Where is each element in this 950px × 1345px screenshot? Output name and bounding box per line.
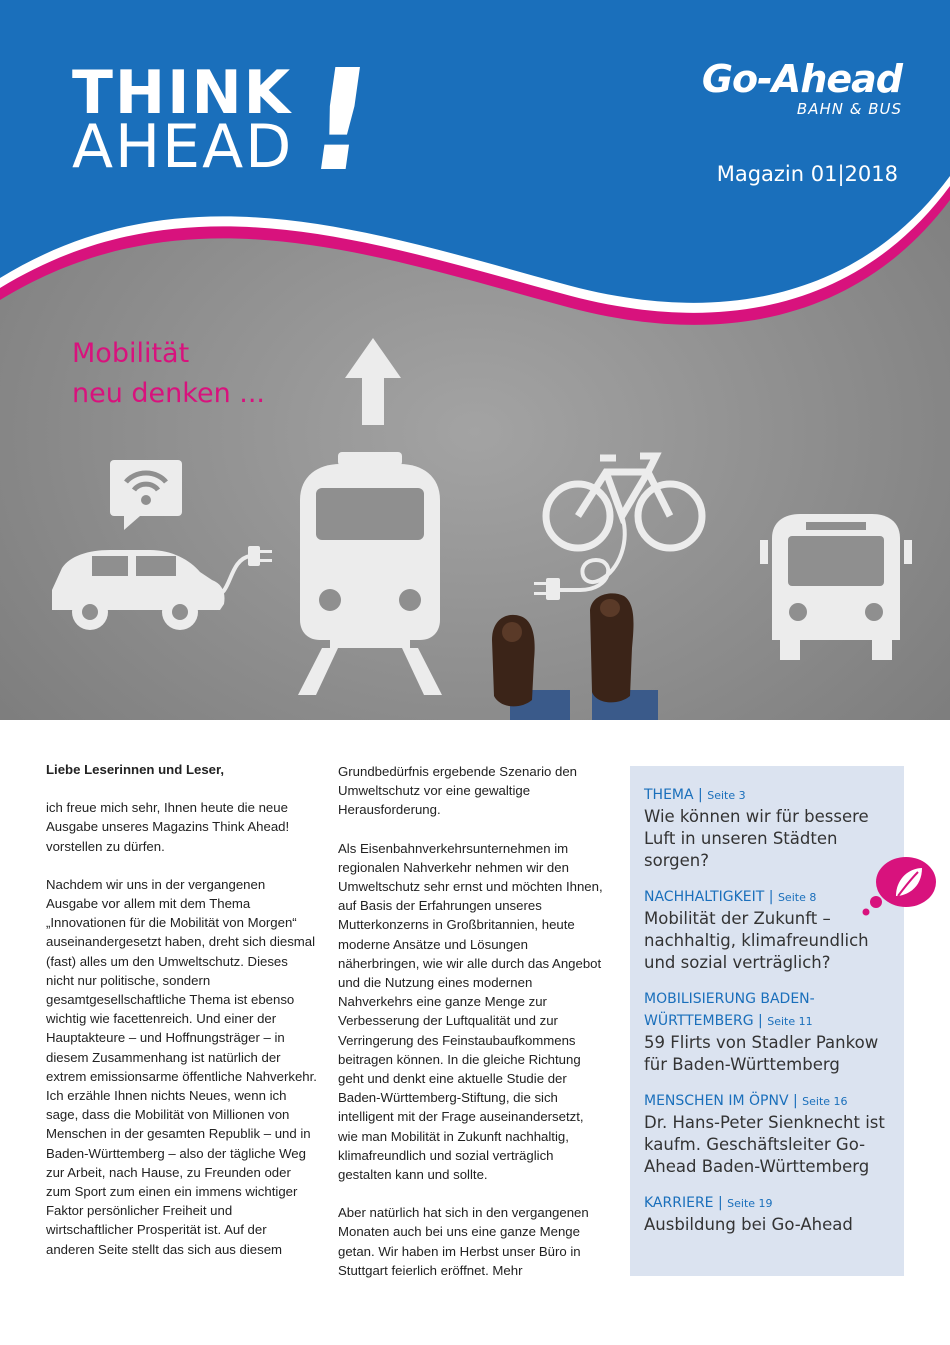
contents-entry[interactable]: KARRIERE | Seite 19 Ausbildung bei Go-Ahead <box>644 1192 904 1236</box>
entry-headline: Mobilität der Zukunft – nachhaltig, klimafreundlich und sozial verträglich? <box>644 909 869 972</box>
logo-brand: Go-Ahead <box>701 57 902 101</box>
logo-subtitle: BAHN & BUS <box>796 100 902 118</box>
entry-headline: Dr. Hans-Peter Sienknecht ist kaufm. Geschäftsleiter Go-Ahead Baden-Württemberg <box>644 1113 885 1176</box>
entry-category: KARRIERE <box>644 1195 714 1211</box>
letter-greeting: Liebe Leserinnen und Leser, <box>46 762 225 777</box>
letter-paragraph: Aber natürlich hat sich in den vergangenen Monaten auch bei uns eine ganze Menge getan. Wir haben im Herbst unser Büro in Stuttgart feierlich eröffnet. Mehr <box>338 1205 589 1278</box>
entry-category: NACHHALTIGKEIT <box>644 889 765 905</box>
letter-paragraph: Grundbedürfnis ergebende Szenario den Umweltschutz vor eine gewaltige Herausforderung. <box>338 764 578 818</box>
entry-page: Seite 3 <box>707 789 746 802</box>
entry-page: Seite 16 <box>802 1095 848 1108</box>
entry-headline: 59 Flirts von Stadler Pankow für Baden-Württemberg <box>644 1033 879 1074</box>
magazine-title-line1: THINK <box>72 58 293 128</box>
letter-column-2 <box>338 762 606 1299</box>
entry-headline: Wie können wir für bessere Luft in unseren Städten sorgen? <box>644 807 869 870</box>
magazine-title-exclamation: ! <box>296 40 384 203</box>
letter-paragraph: Nachdem wir uns in der vergangenen Ausgabe vor allem mit dem Thema „Innovationen für die Mobilität von Morgen“ auseinandergesetzt haben, dreht sich diesmal (fast) alles um den Umweltschutz. Dieses nicht nur politische, sondern gesamtgesellschaftliche Thema ist ebenso wichtig wie facettenreich. Und einer der Hauptakteure – und Hoffnungsträger – in diesem Zusammenhang ist natürlich der extrem emissionsarme öffentliche Nahverkehr. Ich erzähle Ihnen nichts Neues, wenn ich sage, dass die Mobilität von Millionen von Menschen in der gesamten Republik – und in Baden-Württemberg – also der tägliche Weg zur Arbeit, nach Hause, zu Freunden oder zum Sport zum einen ein immens wichtiger Faktor persönlicher Freiheit und wirtschaftlicher Prosperität ist. Auf der anderen Seite stellt das sich aus diesem <box>46 876 317 1257</box>
entry-category: THEMA <box>644 787 694 803</box>
letter-paragraph: Als Eisenbahnverkehrsunternehmen im regionalen Nahverkehr nehmen wir den Umweltschutz sehr ernst und möchten Ihnen, auf Basis der Erfahrungen unseres Mutterkonzerns in Großbritannien, heute moderne Ansätze und Lösungen näherbringen, wie wir alle durch das Angebot und die Nutzung eines modernen Nahverkehrs eine ganze Menge zur Verbesserung der Luftqualität und zur Verringerung des Feinstaubaufkommens beitragen können. In die gleiche Richtung geht und denkt eine aktuelle Studie der Baden-Württemberg-Stiftung, die sich intelligent mit der Frage auseinandersetzt, wie man Mobilität in Zukunft nachhaltig, klimafreundlich und sozial verträglich gestalten kann und sollte. <box>338 840 603 1183</box>
entry-headline: Ausbildung bei Go-Ahead <box>644 1215 853 1234</box>
entry-page: Seite 8 <box>777 891 817 904</box>
contents-sidebar <box>630 766 904 1276</box>
letter-paragraph: ich freue mich sehr, Ihnen heute die neue Ausgabe unseres Magazins Think Ahead! vorstellen zu dürfen. <box>46 800 290 854</box>
entry-category: MENSCHEN IM ÖPNV <box>644 1093 789 1109</box>
tagline-line1: Mobilität <box>72 338 190 369</box>
leaf-thought-bubble-icon <box>858 852 940 922</box>
contents-entry[interactable]: NACHHALTIGKEIT | Seite 8 Mobilität der Zukunft – nachhaltig, klimafreundlich und sozial verträglich? <box>644 886 904 974</box>
letter-column-1 <box>46 760 318 1278</box>
contents-entry[interactable]: MOBILISIERUNG BADEN-WÜRTTEMBERG | Seite 11 59 Flirts von Stadler Pankow für Baden-Württemberg <box>644 988 904 1076</box>
magazine-title-line2: AHEAD <box>72 112 294 182</box>
entry-page: Seite 19 <box>727 1197 773 1210</box>
cover-tagline <box>72 334 265 414</box>
entry-category: MOBILISIERUNG BADEN-WÜRTTEMBERG <box>644 991 815 1029</box>
go-ahead-logo <box>701 57 902 118</box>
contents-entry[interactable]: MENSCHEN IM ÖPNV | Seite 16 Dr. Hans-Peter Sienknecht ist kaufm. Geschäftsleiter Go-Ahead Baden-Württemberg <box>644 1090 904 1178</box>
contents-entry[interactable]: THEMA | Seite 3 Wie können wir für bessere Luft in unseren Städten sorgen? <box>644 784 904 872</box>
issue-number: Magazin 01|2018 <box>716 162 898 186</box>
bus-icon <box>760 514 912 660</box>
tagline-line2: neu denken ... <box>72 378 266 409</box>
entry-page: Seite 11 <box>767 1015 813 1028</box>
